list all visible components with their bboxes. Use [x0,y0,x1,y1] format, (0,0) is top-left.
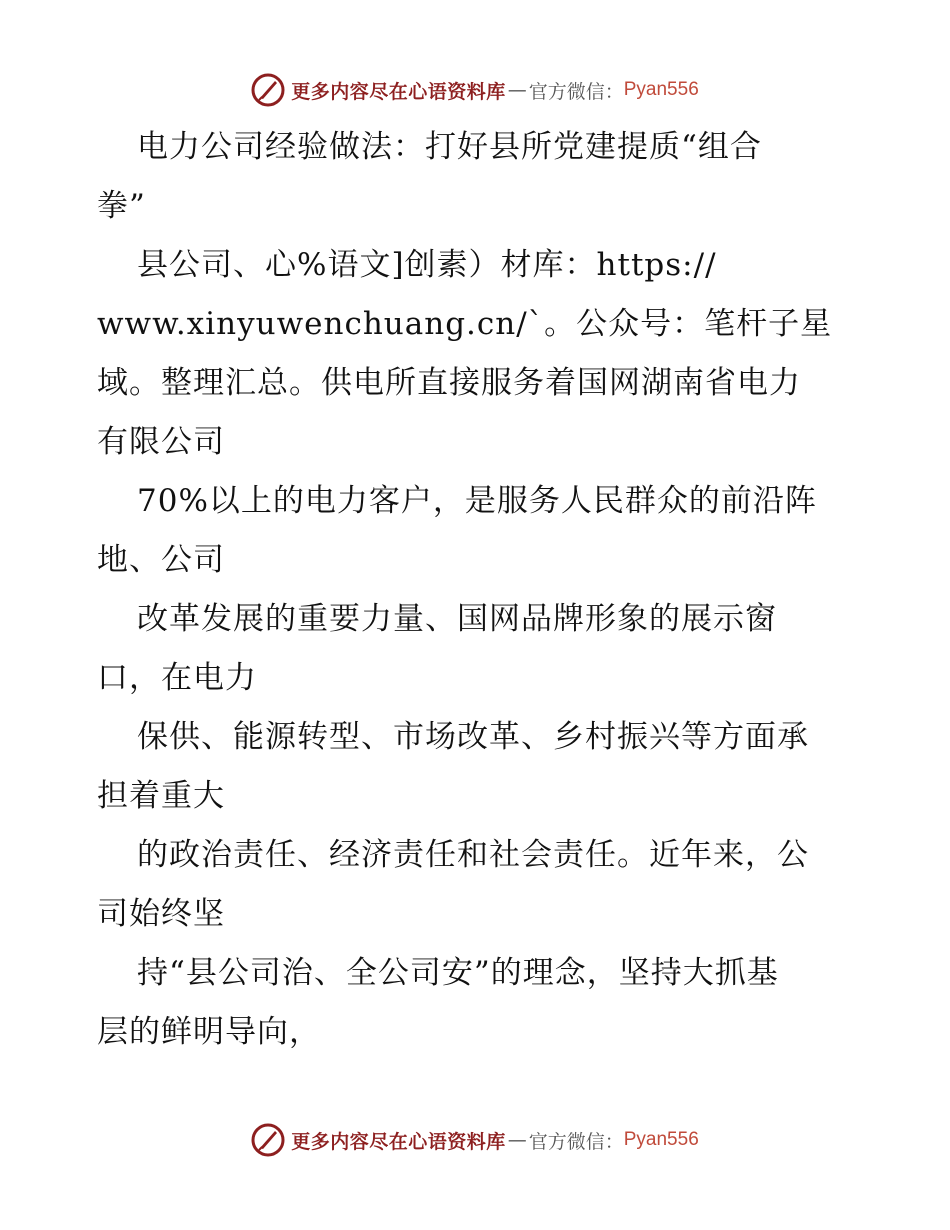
footer-watermark [0,1120,950,1160]
quill-logo-icon [251,73,285,107]
text-line: 保供、能源转型、市场改革、乡村振兴等方面承 [137,719,809,755]
watermark-wechat-id: Pyan556 [623,79,699,100]
watermark-wechat-label: 官方微信： [528,80,624,103]
watermark-site-text: 更多内容尽在心语资料库 [291,1130,506,1153]
text-line: 司始终坚 [97,896,225,932]
text-line: 县公司、心%语文]创素）材库：https:// [137,247,717,283]
text-line: www.xinyuwenchuang.cn/`。公众号：笔杆子星 [97,306,833,342]
text-line: 70%以上的电力客户，是服务人民群众的前沿阵 [137,483,817,519]
header-watermark [0,70,950,110]
watermark-wechat-id: Pyan556 [623,1129,699,1150]
text-line: 改革发展的重要力量、国网品牌形象的展示窗 [137,601,777,637]
text-line: 有限公司 [97,424,225,460]
text-line: 电力公司经验做法：打好县所党建提质“组合 [137,129,762,165]
text-line: 层的鲜明导向， [97,1014,321,1050]
text-line: 拳” [97,188,146,224]
watermark-wechat-label: 官方微信： [528,1130,624,1153]
document-body [97,118,867,1062]
text-line: 担着重大 [97,778,225,814]
quill-logo-icon [251,1123,285,1157]
text-line: 口，在电力 [97,660,257,696]
watermark-site-text: 更多内容尽在心语资料库 [291,80,506,103]
watermark-separator: — [507,1129,527,1151]
text-line: 地、公司 [97,542,225,578]
text-line: 的政治责任、经济责任和社会责任。近年来，公 [137,837,809,873]
watermark-separator: — [507,79,527,101]
text-line: 域。整理汇总。供电所直接服务着国网湖南省电力 [97,365,801,401]
text-line: 持“县公司治、全公司安”的理念，坚持大抓基 [137,955,779,991]
